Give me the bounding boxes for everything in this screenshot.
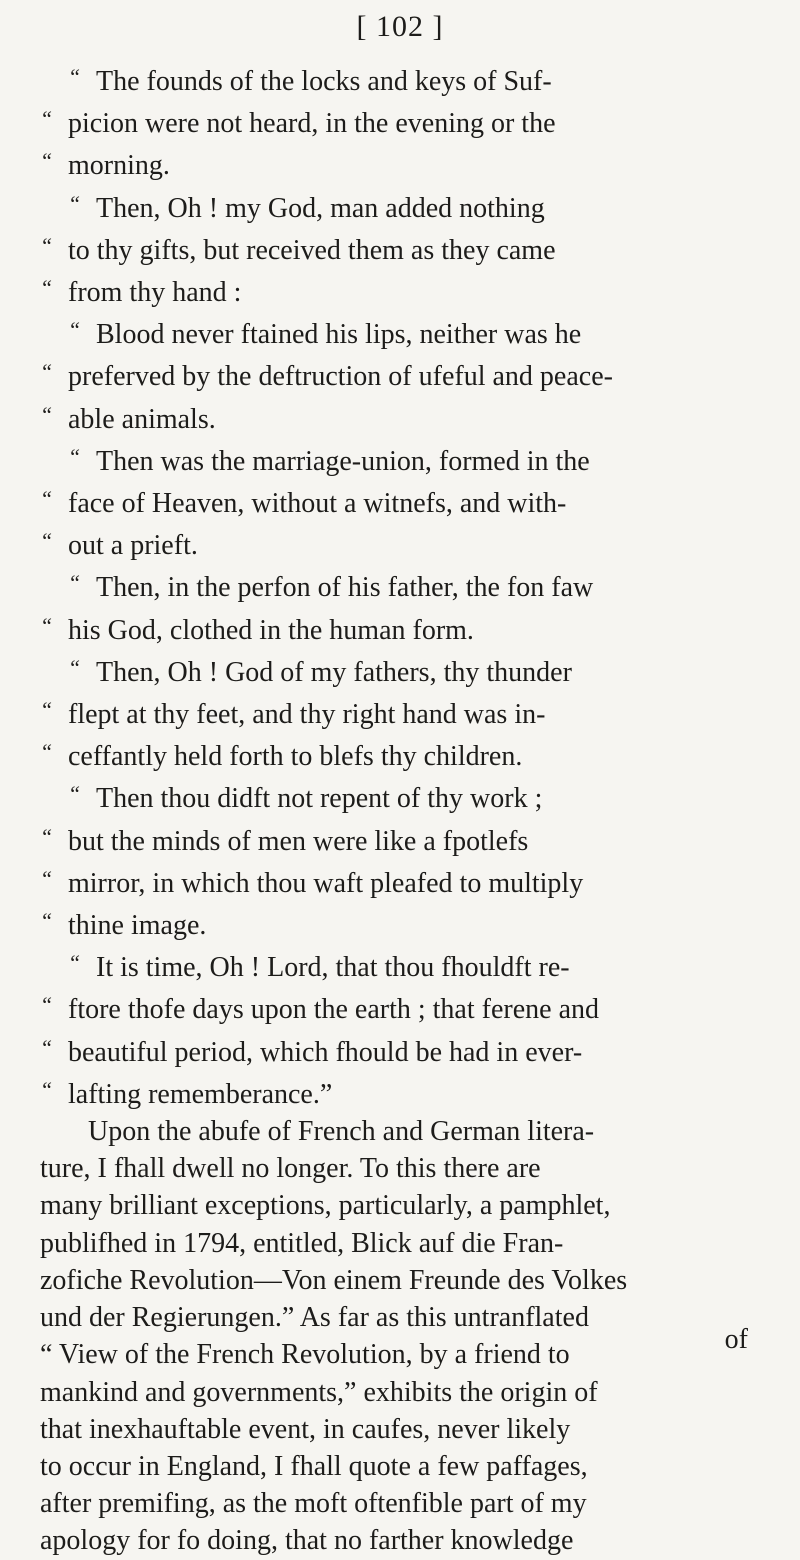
text-line — [40, 564, 770, 606]
text-line — [40, 986, 770, 1028]
line-text: out a prieft. — [68, 530, 198, 562]
line-text: Blood never ftained his lips, neither was he — [96, 319, 582, 351]
text-line — [40, 775, 770, 817]
line-text: lafting rememberance.” — [68, 1078, 333, 1110]
text-line — [40, 100, 770, 142]
line-text: thine image. — [68, 910, 207, 942]
catchword: of — [724, 1324, 748, 1355]
quote-mark: “ — [40, 865, 53, 891]
text-line — [40, 1071, 770, 1113]
line-text: but the minds of men were like a fpotlefs — [68, 825, 529, 857]
line-text: Then was the marriage-union, formed in the — [96, 445, 590, 477]
line-text: able animals. — [68, 403, 216, 435]
quote-mark: “ — [68, 190, 81, 216]
quote-mark: “ — [40, 486, 53, 512]
line-text: morning. — [68, 150, 170, 182]
prose-line: “ View of the French Revolution, by a friend to — [40, 1339, 570, 1371]
line-text: Then, Oh ! God of my fathers, thy thunder — [96, 656, 572, 688]
text-line — [40, 311, 770, 353]
quote-mark: “ — [40, 232, 53, 258]
quote-mark: “ — [68, 781, 81, 807]
prose-line: publifhed in 1794, entitled, Blick auf die Fran- — [40, 1227, 564, 1259]
text-line — [40, 818, 770, 860]
quote-mark: “ — [40, 528, 53, 554]
text-line — [40, 944, 770, 986]
quote-mark: “ — [40, 823, 53, 849]
text-line — [40, 902, 770, 944]
quote-mark: “ — [68, 950, 81, 976]
prose-line: und der Regierungen.” As far as this untranflated — [40, 1302, 589, 1334]
text-line — [40, 185, 770, 227]
quote-mark: “ — [40, 1034, 53, 1060]
quote-mark: “ — [40, 275, 53, 301]
text-line — [40, 353, 770, 395]
text-line — [40, 142, 770, 184]
prose-line: ture, I fhall dwell no longer. To this there are — [40, 1153, 541, 1185]
text-line — [40, 649, 770, 691]
quote-mark: “ — [68, 443, 81, 469]
prose-line: after premifing, as the moft oftenfible part of my — [40, 1488, 587, 1520]
prose-line: that inexhauftable event, in caufes, never likely — [40, 1413, 571, 1445]
prose-line: zofiche Revolution—Von einem Freunde des Volkes — [40, 1264, 628, 1296]
quote-mark: “ — [40, 612, 53, 638]
line-text: The founds of the locks and keys of Suf- — [96, 66, 552, 97]
text-line — [40, 58, 770, 100]
line-text: It is time, Oh ! Lord, that thou fhouldft re- — [96, 952, 570, 984]
quote-mark: “ — [40, 908, 53, 934]
line-text: face of Heaven, without a witnefs, and with- — [68, 488, 567, 520]
text-line — [40, 860, 770, 902]
text-line — [40, 438, 770, 480]
text-line — [40, 691, 770, 733]
line-text: from thy hand : — [68, 277, 242, 309]
quote-mark: “ — [40, 992, 53, 1018]
line-text: beautiful period, which fhould be had in ever- — [68, 1036, 583, 1068]
page-number: [ 102 ] — [356, 10, 444, 43]
line-text: preferved by the deftruction of ufeful and peace- — [68, 361, 613, 393]
line-text: mirror, in which thou waft pleafed to multiply — [68, 867, 584, 899]
text-line — [40, 1029, 770, 1071]
quote-mark: “ — [40, 739, 53, 765]
line-text: ftore thofe days upon the earth ; that ferene and — [68, 994, 600, 1026]
text-line — [40, 522, 770, 564]
line-text: Then, in the perfon of his father, the fon faw — [96, 572, 594, 604]
quote-mark: “ — [40, 1076, 53, 1102]
text-line — [40, 480, 770, 522]
prose-line: mankind and governments,” exhibits the origin of — [40, 1376, 598, 1408]
quote-mark: “ — [68, 64, 81, 89]
text-line — [40, 396, 770, 438]
quote-mark: “ — [68, 654, 81, 680]
line-text: to thy gifts, but received them as they came — [68, 234, 556, 266]
quote-mark: “ — [40, 697, 53, 723]
quote-mark: “ — [68, 317, 81, 343]
prose-line: Upon the abufe of French and German litera- — [88, 1116, 595, 1148]
quote-mark: “ — [40, 401, 53, 427]
quote-mark: “ — [40, 148, 53, 174]
line-text: flept at thy feet, and thy right hand was in- — [68, 699, 546, 731]
text-line — [40, 733, 770, 775]
quote-mark: “ — [40, 106, 53, 132]
text-line — [40, 269, 770, 311]
line-text: Then thou didft not repent of thy work ; — [96, 783, 543, 815]
prose-line: apology for fo doing, that no farther knowledge — [40, 1525, 574, 1557]
text-line — [40, 227, 770, 269]
prose-line: to occur in England, I fhall quote a few paffages, — [40, 1450, 588, 1482]
body-text — [40, 58, 770, 1560]
prose-line: many brilliant exceptions, particularly, a pamphlet, — [40, 1190, 611, 1222]
text-line — [40, 607, 770, 649]
line-text: picion were not heard, in the evening or the — [68, 108, 556, 140]
line-text: ceffantly held forth to blefs thy children. — [68, 741, 523, 773]
quote-mark: “ — [40, 359, 53, 385]
line-text: his God, clothed in the human form. — [68, 614, 474, 646]
line-text: Then, Oh ! my God, man added nothing — [96, 192, 545, 224]
quote-mark: “ — [68, 570, 81, 596]
